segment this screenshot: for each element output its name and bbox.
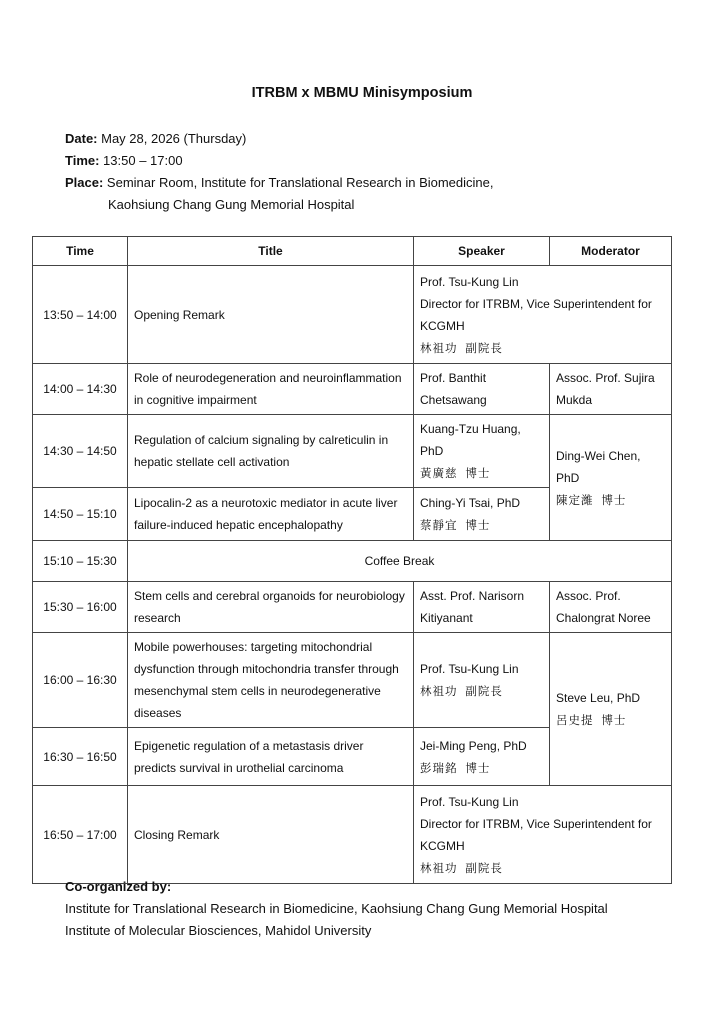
table-row <box>33 633 672 728</box>
speaker-name: Prof. Tsu-Kung Lin <box>420 794 519 809</box>
date-value: May 28, 2026 (Thursday) <box>97 131 247 146</box>
row-title: Opening Remark <box>128 266 414 364</box>
time-label: Time: <box>65 153 100 168</box>
table-row <box>33 582 672 633</box>
header-speaker: Speaker <box>414 237 550 266</box>
place-line <box>65 172 494 194</box>
row-title: Lipocalin-2 as a neurotoxic mediator in acute liver failure-induced hepatic encephalopathy <box>128 488 414 541</box>
speaker-name-zh: 林祖功 副院長 <box>420 684 503 698</box>
row-time: 16:30 – 16:50 <box>33 728 128 786</box>
moderator-name-zh: 呂史提 博士 <box>556 713 627 727</box>
document-title: ITRBM x MBMU Minisymposium <box>251 85 473 101</box>
row-title: Role of neurodegeneration and neuroinflammation in cognitive impairment <box>128 364 414 415</box>
row-speaker <box>414 786 672 884</box>
schedule-table <box>32 236 672 884</box>
row-time: 14:50 – 15:10 <box>33 488 128 541</box>
row-speaker <box>414 728 550 786</box>
row-speaker <box>414 488 550 541</box>
row-moderator: Assoc. Prof. Sujira Mukda <box>550 364 672 415</box>
table-row <box>33 786 672 884</box>
moderator-name-zh: 陳定濰 博士 <box>556 492 627 507</box>
co-organizers <box>65 876 608 942</box>
row-title: Epigenetic regulation of a metastasis driver predicts survival in urothelial carcinoma <box>128 728 414 786</box>
row-time: 13:50 – 14:00 <box>33 266 128 364</box>
row-moderator <box>550 633 672 786</box>
speaker-name-zh: 黃廣慈 博士 <box>420 466 491 480</box>
row-speaker <box>414 415 550 488</box>
speaker-name-zh: 蔡靜宜 博士 <box>420 518 491 532</box>
speaker-name: Ching-Yi Tsai, PhD <box>420 496 521 510</box>
date-label: Date: <box>65 131 98 146</box>
header-title: Title <box>128 237 414 266</box>
row-moderator <box>550 415 672 541</box>
time-value: 13:50 – 17:00 <box>99 153 183 168</box>
header-time: Time <box>33 237 128 266</box>
time-line <box>65 150 494 172</box>
speaker-name-zh: 林祖功 副院長 <box>420 340 503 355</box>
place-label: Place: <box>65 175 104 190</box>
organizer-1: Institute for Translational Research in Biomedicine, Kaohsiung Chang Gung Memorial Hospital <box>65 901 608 916</box>
organizer-2: Institute of Molecular Biosciences, Mahidol University <box>65 923 372 938</box>
row-title: Stem cells and cerebral organoids for neurobiology research <box>128 582 414 633</box>
row-time: 15:30 – 16:00 <box>33 582 128 633</box>
moderator-name: Ding-Wei Chen, PhD <box>556 448 641 485</box>
speaker-name: Prof. Tsu-Kung Lin <box>420 274 519 289</box>
table-row <box>33 415 672 488</box>
moderator-name: Steve Leu, PhD <box>556 691 641 705</box>
speaker-name: Jei-Ming Peng, PhD <box>420 738 527 753</box>
event-info <box>65 128 494 216</box>
speaker-position: Director for ITRBM, Vice Superintendent for KCGMH <box>420 816 652 853</box>
row-time: 14:00 – 14:30 <box>33 364 128 415</box>
co-organizers-heading: Co-organized by: <box>65 879 172 894</box>
row-moderator: Assoc. Prof. Chalongrat Noree <box>550 582 672 633</box>
date-line <box>65 128 494 150</box>
row-time: 16:00 – 16:30 <box>33 633 128 728</box>
row-speaker: Prof. Banthit Chetsawang <box>414 364 550 415</box>
table-row <box>33 364 672 415</box>
speaker-position: Director for ITRBM, Vice Superintendent for KCGMH <box>420 296 652 333</box>
row-speaker <box>414 633 550 728</box>
header-moderator: Moderator <box>550 237 672 266</box>
row-speaker <box>414 266 672 364</box>
place-line-2: Kaohsiung Chang Gung Memorial Hospital <box>108 197 355 212</box>
row-title: Regulation of calcium signaling by calreticulin in hepatic stellate cell activation <box>128 415 414 488</box>
row-speaker: Asst. Prof. Narisorn Kitiyanant <box>414 582 550 633</box>
row-title: Closing Remark <box>128 786 414 884</box>
speaker-name-zh: 彭瑞銘 博士 <box>420 760 491 775</box>
table-row <box>33 541 672 582</box>
row-title: Mobile powerhouses: targeting mitochondrial dysfunction through mitochondria transfer through mesenchymal stem cells in neurodegenerative diseases <box>128 633 414 728</box>
place-value: Seminar Room, Institute for Translational Research in Biomedicine, <box>103 175 494 190</box>
row-time: 16:50 – 17:00 <box>33 786 128 884</box>
table-row <box>33 266 672 364</box>
row-time: 15:10 – 15:30 <box>33 541 128 582</box>
speaker-name: Prof. Tsu-Kung Lin <box>420 662 519 676</box>
table-header-row <box>33 237 672 266</box>
coffee-break: Coffee Break <box>128 541 672 582</box>
speaker-name-zh: 林祖功 副院長 <box>420 860 503 875</box>
row-time: 14:30 – 14:50 <box>33 415 128 488</box>
speaker-name: Kuang-Tzu Huang, PhD <box>420 422 521 458</box>
